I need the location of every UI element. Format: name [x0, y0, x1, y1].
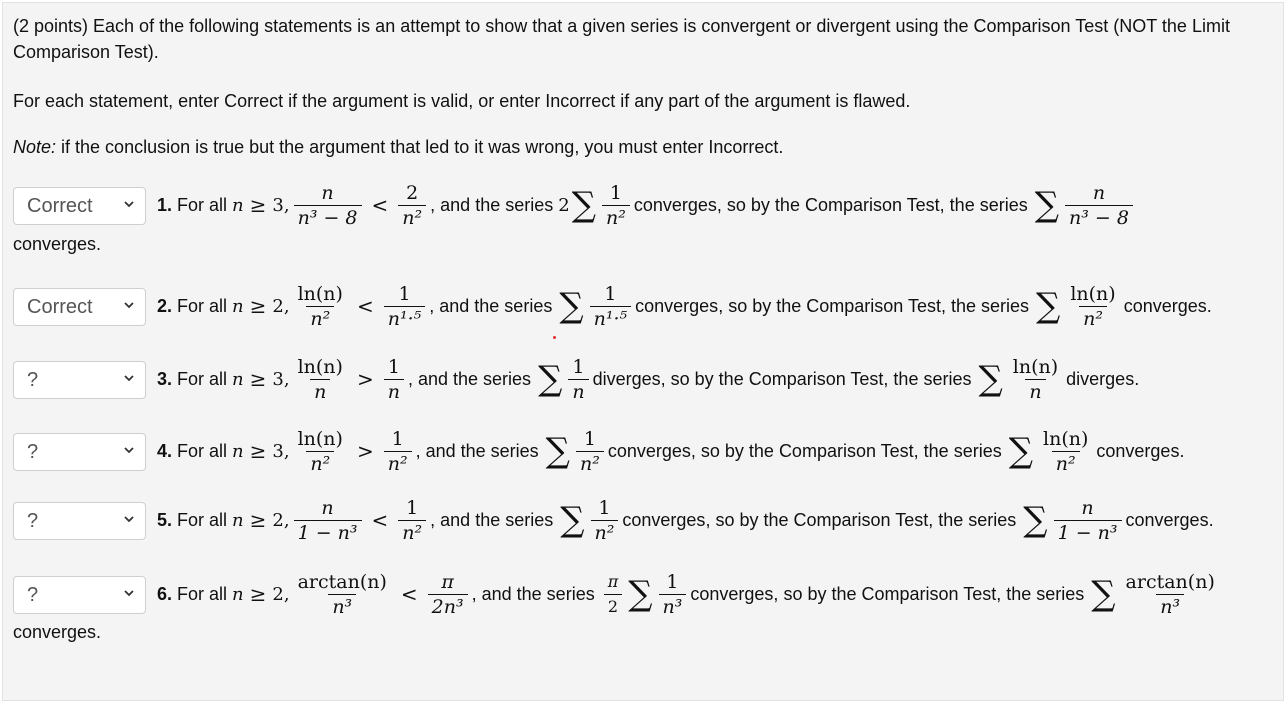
- answer-select-value: ?: [27, 369, 39, 391]
- relation: <: [371, 193, 389, 217]
- lhs-fraction: $\frac{\ln(n)}{\text{n²}}$: [297, 427, 343, 475]
- comparison-verdict: converges: [607, 440, 691, 461]
- n-start: 3: [272, 440, 284, 462]
- n-start: 2: [272, 509, 284, 531]
- comparison-verdict: converges: [635, 295, 719, 316]
- target-fraction: $\frac{\ln(n)}{n}$: [1012, 355, 1059, 403]
- and-series-text: , and the series: [415, 440, 539, 461]
- conclusion-2: converges.: [1123, 295, 1212, 316]
- comparison-verdict: diverges: [592, 368, 661, 389]
- so-by-text: so by the Comparison Test, the series: [783, 583, 1085, 604]
- lhs-fraction: $\frac{n}{\text{1 − n³}}$: [294, 496, 362, 545]
- conclusion-4: converges.: [1096, 440, 1185, 461]
- answer-select-3[interactable]: [13, 361, 146, 399]
- relation: <: [371, 508, 389, 532]
- target-fraction: $\frac{\ln(n)}{\text{n²}}$: [1043, 427, 1089, 475]
- statement-5: 5. For all n ≥ 2 , $\frac{n}{\text{1 − n³}}$ < $\frac{1}{\text{n²}}$ , and the series ∑ $\frac{1}{\text{n²}}$ converges , so by the Comparison Test, the series ∑ $\frac{n}{\text{1 − n³}}$ converges.: [157, 496, 1214, 544]
- answer-select-1[interactable]: [13, 187, 146, 225]
- answer-select-value: ?: [27, 441, 39, 463]
- so-by-text: so by the Comparison Test, the series: [715, 509, 1017, 530]
- n-start: 2: [272, 295, 284, 317]
- n-start: 3: [272, 368, 284, 390]
- sigma-icon: ∑: [538, 359, 563, 399]
- and-series-text: , and the series: [471, 583, 595, 604]
- target-fraction: $\frac{\arctan(n)}{\text{n³}}$: [1125, 570, 1215, 618]
- statement-6: 6. For all n ≥ 2 , $\frac{\arctan(n)}{\text{n³}}$ < $\frac{\pi}{\text{2n³}}$ , and the series $\frac{\pi}{2}$ ∑ $\frac{1}{\text{n³}}$ converges , so by the Comparison Test, the series ∑ $\frac{\arctan(n)}{\text{n³}}$: [157, 567, 1223, 621]
- and-series-text: , and the series: [429, 295, 553, 316]
- target-fraction: $\frac{\ln(n)}{\text{n²}}$: [1070, 282, 1116, 330]
- chevron-down-icon: [123, 299, 135, 311]
- note-text: if the conclusion is true but the argument that led to it was wrong, you must enter Incorrect.: [56, 137, 784, 157]
- rhs-fraction: $\frac{1}{\text{n²}}$: [384, 427, 412, 476]
- so-by-text: so by the Comparison Test, the series: [726, 194, 1028, 215]
- conclusion-5: converges.: [1125, 509, 1214, 530]
- sigma-icon: ∑: [1036, 286, 1061, 326]
- chevron-down-icon: [123, 513, 135, 525]
- conclusion-3: diverges.: [1066, 368, 1140, 389]
- for-all-text: For all: [177, 440, 228, 461]
- so-by-text: so by the Comparison Test, the series: [670, 368, 972, 389]
- for-all-text: For all: [177, 368, 228, 389]
- sigma-icon: ∑: [571, 185, 596, 225]
- for-all-text: For all: [177, 583, 228, 604]
- statement-number: 1.: [157, 194, 173, 215]
- relation: <: [356, 294, 374, 318]
- comparison-verdict: converges: [633, 194, 717, 215]
- answer-select-value: Correct: [27, 195, 93, 217]
- statement-1: 1. For all n ≥ 3 , $\frac{n}{\text{n³ − 8}}$ < $\frac{2}{\text{n²}}$ , and the series 2 ∑ $\frac{1}{\text{n²}}$ converges , so by the Comparison Test, the series ∑ $\frac{n}{\text{n³ − 8}}$: [157, 178, 1137, 232]
- relation: >: [356, 367, 374, 391]
- comparison-verdict: converges: [690, 583, 774, 604]
- chevron-down-icon: [123, 587, 135, 599]
- answer-select-6[interactable]: [13, 576, 146, 614]
- rhs-fraction: $\frac{2}{\text{n²}}$: [398, 181, 426, 230]
- so-by-text: so by the Comparison Test, the series: [728, 295, 1030, 316]
- red-dot-mark: [553, 336, 556, 339]
- sigma-icon: ∑: [1008, 431, 1033, 471]
- coefficient-fraction: $\frac{\pi}{2}$: [604, 570, 623, 619]
- for-all-text: For all: [177, 295, 228, 316]
- rhs-fraction: $\frac{\pi}{\text{2n³}}$: [428, 570, 468, 619]
- answer-select-value: ?: [27, 584, 39, 606]
- sigma-icon: ∑: [560, 500, 585, 540]
- sigma-icon: ∑: [1023, 500, 1048, 540]
- conclusion-1: converges.: [13, 234, 102, 254]
- sigma-icon: ∑: [1091, 574, 1116, 614]
- statement-number: 6.: [157, 583, 173, 604]
- and-series-text: , and the series: [407, 368, 532, 389]
- relation: >: [356, 439, 374, 463]
- chevron-down-icon: [123, 372, 135, 384]
- n-start: 3: [272, 194, 284, 216]
- and-series-text: , and the series: [430, 509, 554, 530]
- sigma-icon: ∑: [559, 286, 584, 326]
- sigma-icon: ∑: [978, 359, 1003, 399]
- problem-instruction: For each statement, enter Correct if the argument is valid, or enter Incorrect if any part of the argument is flawed.: [13, 91, 911, 111]
- comparison-fraction: $\frac{1}{\text{n³}}$: [659, 570, 687, 619]
- statement-2: 2. For all n ≥ 2 , $\frac{\ln(n)}{\text{n²}}$ < $\frac{1}{\text{n¹·⁵}}$ , and the series ∑ $\frac{1}{\text{n¹·⁵}}$ converges , so by the Comparison Test, the series ∑ $\frac{\ln(n)}{\text{n²}}$ converges.: [157, 282, 1212, 330]
- statement-number: 5.: [157, 509, 173, 530]
- chevron-down-icon: [123, 444, 135, 456]
- answer-select-4[interactable]: [13, 433, 146, 471]
- problem-note: [13, 134, 783, 160]
- statement-number: 2.: [157, 295, 173, 316]
- and-series-text: , and the series: [430, 194, 554, 215]
- sigma-icon: ∑: [1034, 185, 1060, 225]
- comparison-fraction: $\frac{1}{\text{n¹·⁵}}$: [590, 282, 632, 331]
- target-fraction: $\frac{n}{\text{n³ − 8}}$: [1065, 181, 1133, 230]
- target-fraction: $\frac{n}{\text{1 − n³}}$: [1054, 496, 1122, 545]
- lhs-fraction: $\frac{\arctan(n)}{\text{n³}}$: [297, 570, 387, 618]
- sigma-icon: ∑: [628, 574, 653, 614]
- so-by-text: so by the Comparison Test, the series: [700, 440, 1002, 461]
- lhs-fraction: $\frac{\ln(n)}{\text{n²}}$: [297, 282, 343, 330]
- comparison-fraction: $\frac{1}{n}$: [568, 355, 588, 404]
- problem-intro: (2 points) Each of the following statements is an attempt to show that a given series is convergent or divergent using the Comparison Test (NOT the Limit Comparison Test).: [13, 16, 1230, 62]
- for-all-text: For all: [177, 509, 228, 530]
- answer-select-5[interactable]: [13, 502, 146, 540]
- sigma-icon: ∑: [545, 431, 570, 471]
- statement-3: 3. For all n ≥ 3 , $\frac{\ln(n)}{n}$ > $\frac{1}{n}$ , and the series ∑ $\frac{1}{n}$ diverges , so by the Comparison Test, the series ∑ $\frac{\ln(n)}{n}$ diverges.: [157, 355, 1140, 403]
- conclusion-6: converges.: [13, 622, 102, 642]
- answer-select-value: Correct: [27, 296, 93, 318]
- coefficient: 2: [558, 194, 570, 216]
- relation: <: [400, 582, 418, 606]
- lhs-fraction: $\frac{n}{\text{n³ − 8}}$: [294, 181, 362, 230]
- lhs-fraction: $\frac{\ln(n)}{n}$: [297, 355, 343, 403]
- n-start: 2: [272, 583, 284, 605]
- chevron-down-icon: [123, 198, 135, 210]
- statement-4: 4. For all n ≥ 3 , $\frac{\ln(n)}{\text{n²}}$ > $\frac{1}{\text{n²}}$ , and the series ∑ $\frac{1}{\text{n²}}$ converges , so by the Comparison Test, the series ∑ $\frac{\ln(n)}{\text{n²}}$ converges.: [157, 427, 1185, 475]
- answer-select-2[interactable]: [13, 288, 146, 326]
- answer-select-value: ?: [27, 510, 39, 532]
- statement-number: 3.: [157, 368, 173, 389]
- rhs-fraction: $\frac{1}{n}$: [384, 355, 404, 404]
- for-all-text: For all: [177, 194, 228, 215]
- note-label: Note:: [13, 137, 57, 157]
- comparison-fraction: $\frac{1}{\text{n²}}$: [591, 496, 619, 545]
- comparison-fraction: $\frac{1}{\text{n²}}$: [576, 427, 604, 476]
- rhs-fraction: $\frac{1}{\text{n²}}$: [398, 496, 426, 545]
- rhs-fraction: $\frac{1}{\text{n¹·⁵}}$: [384, 282, 426, 331]
- comparison-fraction: $\frac{1}{\text{n²}}$: [602, 181, 630, 230]
- statement-number: 4.: [157, 440, 173, 461]
- comparison-verdict: converges: [622, 509, 706, 530]
